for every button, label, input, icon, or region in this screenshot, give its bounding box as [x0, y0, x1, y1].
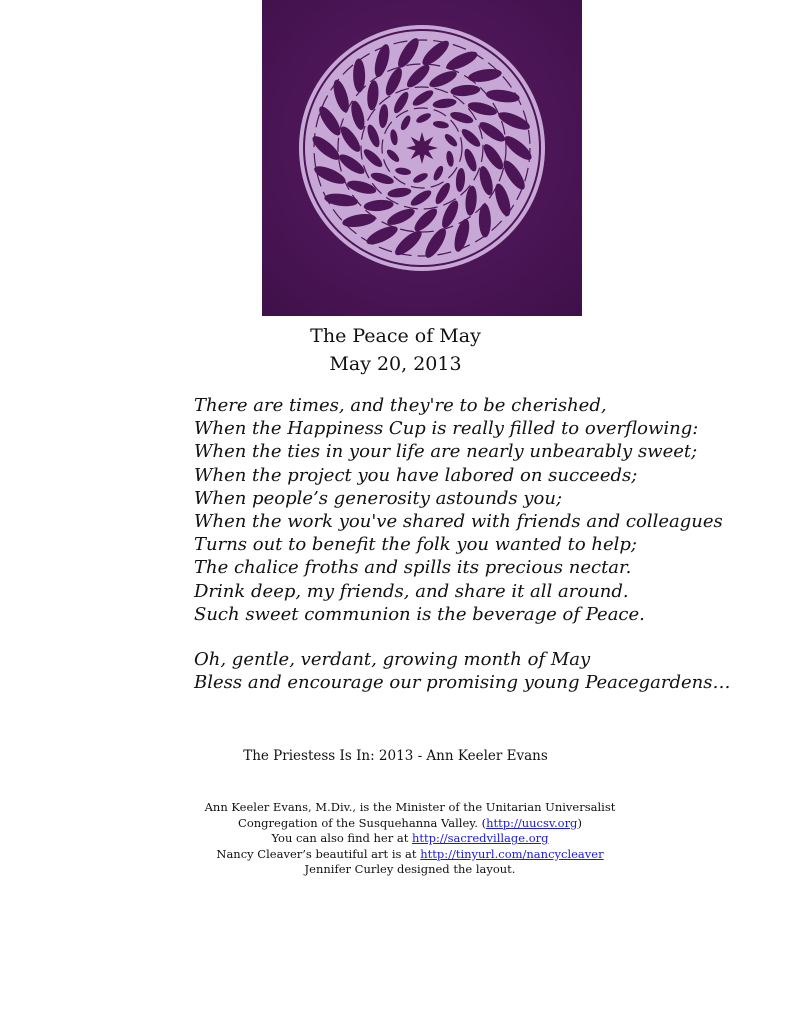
nancycleaver-link[interactable]: http://tinyurl.com/nancycleaver — [420, 846, 604, 861]
poem-line: Oh, gentle, verdant, growing month of May — [194, 649, 591, 671]
credit-text: Congregation of the Susquehanna Valley. ( — [238, 815, 487, 830]
papercut-artwork — [262, 0, 582, 316]
poem-line: When the project you have labored on succeeds; — [194, 464, 638, 486]
poem-line: Bless and encourage our promising young Peacegardens… — [194, 672, 731, 694]
poem-line: The chalice froths and spills its precious nectar. — [194, 557, 632, 579]
poem-line: When the work you've shared with friends and colleagues — [194, 511, 723, 533]
poem-line: Drink deep, my friends, and share it all around. — [194, 580, 629, 602]
credit-line-congregation — [180, 816, 640, 832]
stanza-break — [194, 626, 784, 648]
mandala-illustration — [262, 0, 582, 316]
poem-line: There are times, and they're to be cherished, — [194, 395, 607, 416]
poem-title: The Peace of May — [310, 325, 481, 347]
credit-line-minister: Ann Keeler Evans, M.Div., is the Minister of the Unitarian Universalist — [204, 800, 616, 814]
mandala-center-star — [406, 132, 438, 164]
poem-line: When the Happiness Cup is really filled to overflowing: — [194, 418, 699, 440]
credit-text: You can also find her at — [271, 831, 413, 846]
credit-line-art — [180, 847, 640, 863]
poem-line: When the ties in your life are nearly unbearably sweet; — [194, 441, 698, 463]
attribution: The Priestess Is In: 2013 - Ann Keeler Evans — [243, 748, 548, 764]
credit-text: ) — [577, 815, 582, 830]
title-block — [0, 322, 791, 378]
poem-line: Turns out to benefit the folk you wanted to help; — [194, 534, 637, 556]
poem-date: May 20, 2013 — [329, 353, 462, 375]
credits — [180, 800, 640, 878]
credit-line-sacredvillage — [180, 831, 640, 847]
uucsv-link[interactable]: http://uucsv.org — [486, 815, 578, 830]
credit-text: Nancy Cleaver’s beautiful art is at — [216, 846, 421, 861]
credit-line-layout: Jennifer Curley designed the layout. — [304, 862, 516, 877]
poem-body — [194, 394, 784, 694]
poem-line: When people’s generosity astounds you; — [194, 487, 563, 509]
sacredvillage-link[interactable]: http://sacredvillage.org — [412, 831, 549, 846]
poem-line: Such sweet communion is the beverage of Peace. — [194, 603, 645, 625]
